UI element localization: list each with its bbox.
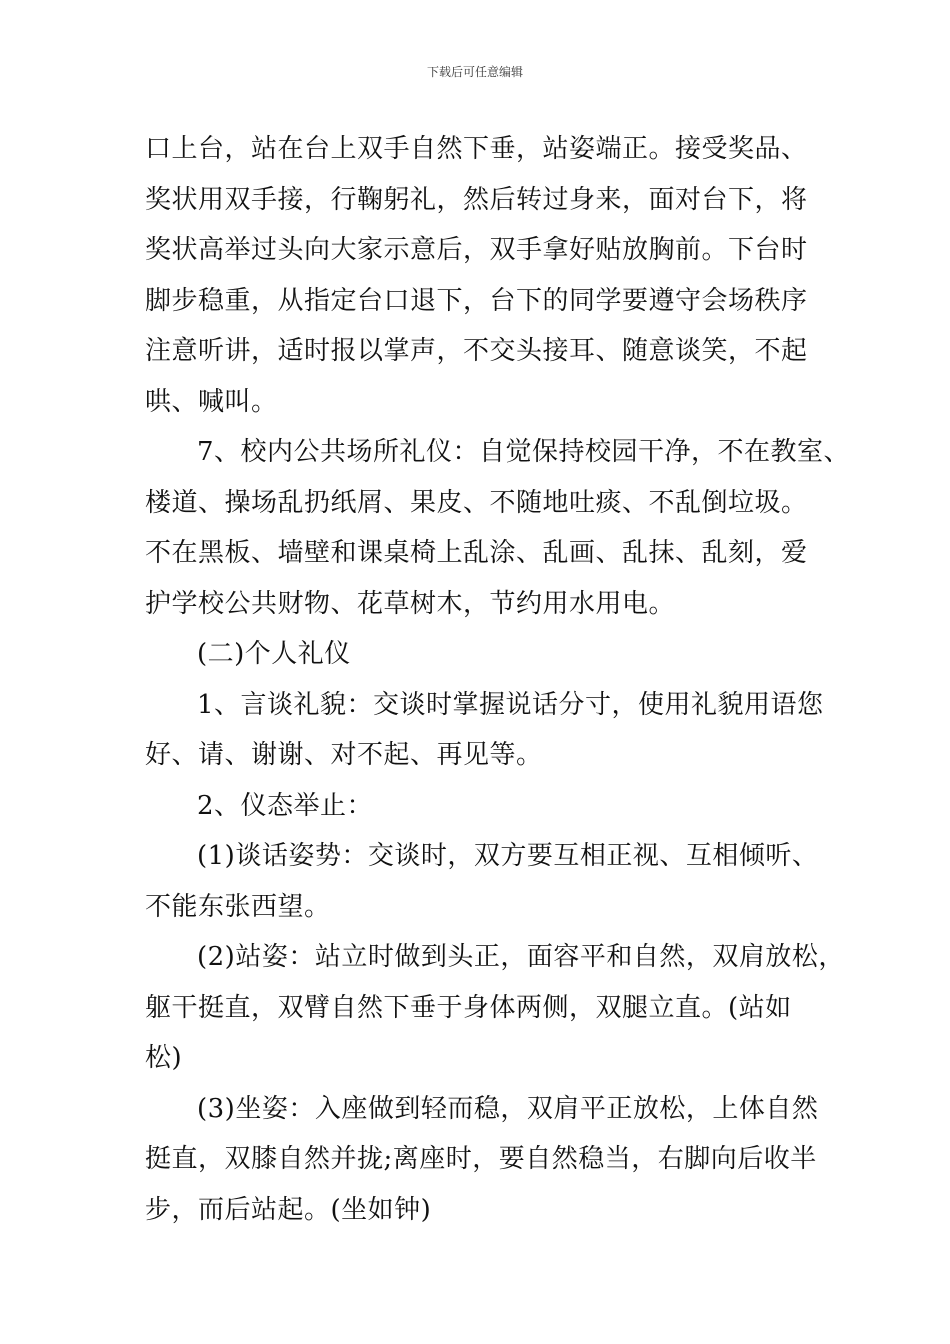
paragraph-start: 7、校内公共场所礼仪：自觉保持校园干净，不在教室、: [197, 437, 851, 467]
text-line: 脚步稳重，从指定台口退下，台下的同学要遵守会场秩序: [145, 285, 808, 316]
page-header: 下载后可任意编辑: [426, 65, 523, 79]
paragraph-start: (1)谈话姿势：交谈时，双方要互相正视、互相倾听、: [197, 841, 819, 871]
text-line: 好、请、谢谢、对不起、再见等。: [145, 740, 543, 770]
text-line: 哄、喊叫。: [145, 386, 278, 417]
document-body: [145, 124, 851, 1235]
text-line: 口上台，站在台上双手自然下垂，站姿端正。接受奖品、: [145, 134, 808, 164]
paragraph-start: 2、仪态举止：: [197, 790, 374, 821]
text-line: 不在黑板、墙壁和课桌椅上乱涂、乱画、乱抹、乱刻，爱: [145, 538, 808, 568]
text-line: 不能东张西望。: [145, 891, 331, 922]
text-line: 松): [145, 1043, 183, 1073]
paragraph-start: (2)站姿：站立时做到头正，面容平和自然，双肩放松，: [197, 942, 845, 972]
text-line: 护学校公共财物、花草树木，节约用水用电。: [145, 588, 676, 619]
text-line: 注意听讲，适时报以掌声，不交头接耳、随意谈笑，不起: [145, 336, 808, 366]
text-line: 奖状用双手接，行鞠躬礼，然后转过身来，面对台下，将: [145, 184, 808, 215]
text-line: 步，而后站起。(坐如钟): [145, 1194, 432, 1225]
text-line: 楼道、操场乱扔纸屑、果皮、不随地吐痰、不乱倒垃圾。: [145, 487, 808, 518]
paragraph-start: 1、言谈礼貌：交谈时掌握说话分寸，使用礼貌用语您: [197, 689, 824, 720]
paragraph-start: (3)坐姿：入座做到轻而稳，双肩平正放松，上体自然: [197, 1093, 819, 1124]
section-heading: (二)个人礼仪: [197, 639, 351, 669]
text-line: 挺直，双膝自然并拢;离座时，要自然稳当，右脚向后收半: [145, 1144, 817, 1174]
text-line: 躯干挺直，双臂自然下垂于身体两侧，双腿立直。(站如: [145, 992, 792, 1023]
text-line: 奖状高举过头向大家示意后，双手拿好贴放胸前。下台时: [145, 235, 808, 265]
